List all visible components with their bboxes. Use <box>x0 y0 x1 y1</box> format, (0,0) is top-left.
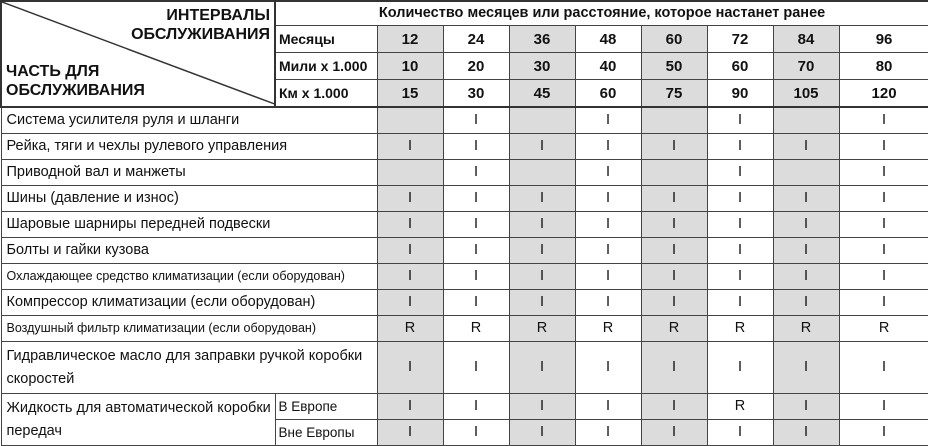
service-interval-cell: I <box>509 342 575 394</box>
service-interval-cell: I <box>575 342 641 394</box>
scale-value: 15 <box>377 80 443 107</box>
service-interval-cell: I <box>641 394 707 420</box>
service-interval-cell: I <box>641 290 707 316</box>
service-interval-cell: I <box>839 134 928 160</box>
service-interval-cell: I <box>839 420 928 446</box>
service-interval-cell: I <box>773 238 839 264</box>
service-interval-cell: R <box>773 316 839 342</box>
service-row <box>1 342 928 394</box>
service-interval-cell: I <box>443 212 509 238</box>
intervals-label-line-2: ОБСЛУЖИВАНИЯ <box>131 26 270 43</box>
service-interval-cell: I <box>509 264 575 290</box>
service-interval-cell: R <box>509 316 575 342</box>
service-interval-cell: I <box>707 186 773 212</box>
service-interval-cell: I <box>707 212 773 238</box>
scale-value: 10 <box>377 53 443 80</box>
scale-value: 96 <box>839 26 928 53</box>
scale-value: 80 <box>839 53 928 80</box>
service-interval-cell: I <box>575 134 641 160</box>
part-label <box>6 62 145 100</box>
service-item-name: Гидравлическое масло для заправки ручкой коробки скоростей <box>1 342 377 394</box>
service-interval-cell: I <box>509 394 575 420</box>
service-interval-cell: I <box>443 264 509 290</box>
service-interval-cell: I <box>509 186 575 212</box>
service-row <box>1 290 928 316</box>
service-interval-cell: I <box>839 212 928 238</box>
service-interval-cell: I <box>641 134 707 160</box>
service-item-name: Воздушный фильтр климатизации (если оборудован) <box>1 316 377 342</box>
service-interval-cell: I <box>773 290 839 316</box>
service-interval-cell: R <box>575 316 641 342</box>
service-interval-cell: I <box>839 290 928 316</box>
service-item-name: Система усилителя руля и шланги <box>1 107 377 134</box>
scale-value: 60 <box>575 80 641 107</box>
service-row <box>1 186 928 212</box>
service-row <box>1 107 928 134</box>
scale-value: 72 <box>707 26 773 53</box>
service-row <box>1 316 928 342</box>
service-interval-cell: I <box>707 420 773 446</box>
service-interval-cell: I <box>443 290 509 316</box>
intervals-label <box>131 6 270 44</box>
service-row <box>1 160 928 186</box>
service-interval-cell: I <box>509 238 575 264</box>
service-interval-cell: I <box>641 264 707 290</box>
scale-value: 30 <box>443 80 509 107</box>
scale-value: 30 <box>509 53 575 80</box>
service-interval-cell: I <box>773 342 839 394</box>
service-interval-cell: I <box>641 186 707 212</box>
service-item-name: Рейка, тяги и чехлы рулевого управления <box>1 134 377 160</box>
service-interval-cell: I <box>575 107 641 134</box>
service-interval-cell: I <box>773 264 839 290</box>
service-interval-cell: R <box>443 316 509 342</box>
scale-value: 60 <box>641 26 707 53</box>
service-interval-cell: I <box>707 107 773 134</box>
service-interval-cell <box>377 107 443 134</box>
service-interval-cell: I <box>773 134 839 160</box>
atf-subrow <box>1 394 928 420</box>
service-interval-cell <box>641 160 707 186</box>
service-interval-cell: I <box>509 212 575 238</box>
service-interval-cell <box>773 160 839 186</box>
region-label: Вне Европы <box>275 420 377 446</box>
scale-value: 48 <box>575 26 641 53</box>
service-interval-cell: R <box>839 316 928 342</box>
service-interval-cell: I <box>377 290 443 316</box>
scale-value: 90 <box>707 80 773 107</box>
scale-value: 12 <box>377 26 443 53</box>
service-item-name: Шаровые шарниры передней подвески <box>1 212 377 238</box>
service-interval-cell <box>377 160 443 186</box>
scale-label: Мили х 1.000 <box>275 53 377 80</box>
service-interval-cell: I <box>839 342 928 394</box>
service-interval-cell <box>509 107 575 134</box>
service-interval-cell: I <box>377 212 443 238</box>
service-item-name: Охлаждающее средство климатизации (если оборудован) <box>1 264 377 290</box>
service-interval-cell: I <box>641 420 707 446</box>
service-item-name: Болты и гайки кузова <box>1 238 377 264</box>
service-interval-cell: I <box>839 107 928 134</box>
scale-value: 20 <box>443 53 509 80</box>
service-interval-cell: I <box>707 134 773 160</box>
service-interval-cell: I <box>839 186 928 212</box>
service-interval-cell: I <box>707 264 773 290</box>
service-interval-cell: I <box>641 342 707 394</box>
service-interval-cell: I <box>443 342 509 394</box>
scale-value: 36 <box>509 26 575 53</box>
scale-value: 120 <box>839 80 928 107</box>
scale-value: 75 <box>641 80 707 107</box>
service-interval-cell: I <box>839 264 928 290</box>
service-interval-cell: I <box>443 420 509 446</box>
service-interval-cell: I <box>641 212 707 238</box>
service-interval-cell <box>773 107 839 134</box>
region-label: В Европе <box>275 394 377 420</box>
service-interval-cell: I <box>443 186 509 212</box>
service-interval-cell: R <box>377 316 443 342</box>
service-interval-cell: I <box>443 160 509 186</box>
service-interval-cell: I <box>773 186 839 212</box>
service-interval-cell: I <box>575 290 641 316</box>
service-interval-cell: I <box>377 394 443 420</box>
service-interval-cell: I <box>773 212 839 238</box>
service-interval-cell: I <box>773 394 839 420</box>
service-interval-cell: I <box>575 238 641 264</box>
header-top-row <box>1 1 928 26</box>
service-interval-cell: I <box>377 186 443 212</box>
service-interval-cell: I <box>377 342 443 394</box>
service-interval-cell: I <box>707 160 773 186</box>
service-interval-cell: I <box>443 394 509 420</box>
scale-value: 84 <box>773 26 839 53</box>
service-interval-cell: I <box>839 238 928 264</box>
service-row <box>1 264 928 290</box>
scale-value: 60 <box>707 53 773 80</box>
service-interval-cell: I <box>509 134 575 160</box>
service-interval-cell: I <box>377 238 443 264</box>
scale-value: 45 <box>509 80 575 107</box>
service-interval-cell: I <box>707 290 773 316</box>
service-interval-cell: I <box>773 420 839 446</box>
service-interval-cell <box>509 160 575 186</box>
scale-value: 24 <box>443 26 509 53</box>
service-row <box>1 134 928 160</box>
interval-caption: Количество месяцев или расстояние, которое настанет ранее <box>275 1 928 26</box>
service-interval-cell: I <box>377 420 443 446</box>
service-interval-cell: I <box>377 134 443 160</box>
service-row <box>1 212 928 238</box>
scale-value: 50 <box>641 53 707 80</box>
service-interval-cell: I <box>377 264 443 290</box>
service-row <box>1 238 928 264</box>
service-interval-cell: I <box>575 186 641 212</box>
service-interval-cell: I <box>443 134 509 160</box>
service-item-name: Шины (давление и износ) <box>1 186 377 212</box>
service-item-name: Приводной вал и манжеты <box>1 160 377 186</box>
scale-value: 70 <box>773 53 839 80</box>
service-interval-cell: R <box>707 316 773 342</box>
service-interval-cell: I <box>707 342 773 394</box>
scale-label: Месяцы <box>275 26 377 53</box>
service-interval-cell: I <box>509 290 575 316</box>
header-corner-cell <box>1 1 275 107</box>
service-interval-cell: I <box>443 238 509 264</box>
part-label-line-2: ОБСЛУЖИВАНИЯ <box>6 82 145 99</box>
part-label-line-1: ЧАСТЬ ДЛЯ <box>6 63 100 80</box>
scale-label: Км х 1.000 <box>275 80 377 107</box>
service-interval-cell: I <box>839 160 928 186</box>
scale-value: 40 <box>575 53 641 80</box>
service-item-name: Жидкость для автоматической коробки передач <box>1 394 275 446</box>
service-interval-cell: I <box>707 238 773 264</box>
scale-value: 105 <box>773 80 839 107</box>
service-interval-cell: I <box>641 238 707 264</box>
service-interval-cell <box>641 107 707 134</box>
service-interval-cell: I <box>839 394 928 420</box>
service-item-name: Компрессор климатизации (если оборудован) <box>1 290 377 316</box>
service-interval-cell: I <box>443 107 509 134</box>
service-interval-cell: R <box>707 394 773 420</box>
service-interval-cell: I <box>575 212 641 238</box>
service-interval-cell: I <box>575 394 641 420</box>
service-interval-cell: I <box>509 420 575 446</box>
intervals-label-line-1: ИНТЕРВАЛЫ <box>166 7 270 24</box>
service-interval-cell: I <box>575 160 641 186</box>
service-interval-cell: I <box>575 420 641 446</box>
service-interval-cell: I <box>575 264 641 290</box>
service-interval-cell: R <box>641 316 707 342</box>
